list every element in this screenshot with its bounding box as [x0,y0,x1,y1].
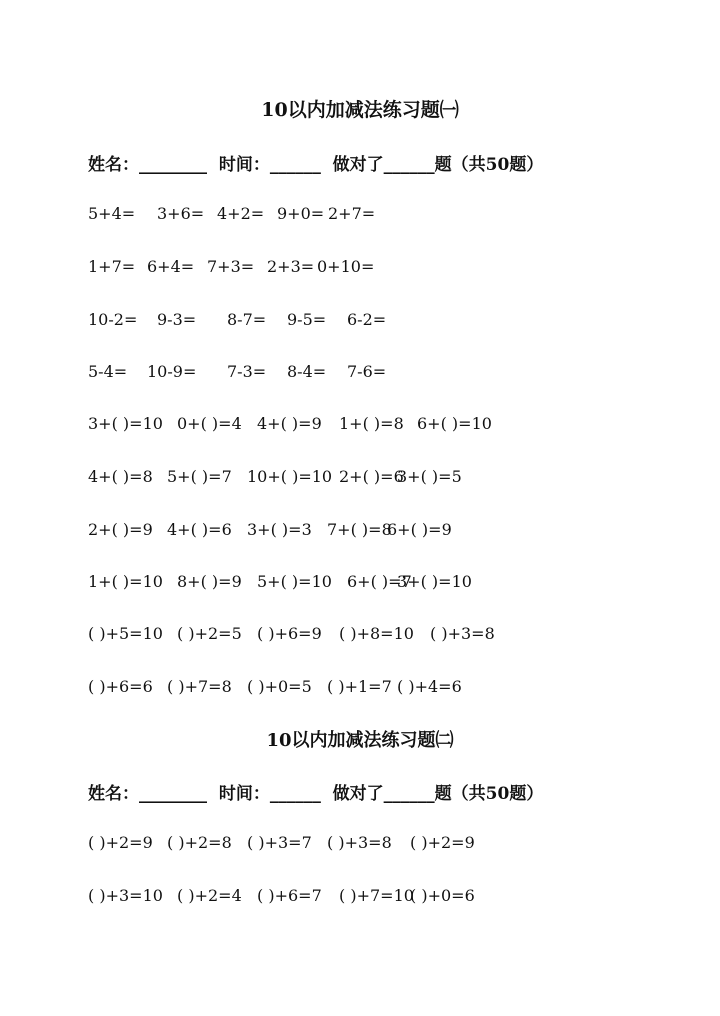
math-problem: 9+0= [277,204,325,223]
math-problem: ( )+0=6 [410,886,475,905]
math-problem: 6+( )=9 [387,520,452,539]
math-problem: 10+( )=10 [247,467,333,486]
math-problem: 0+10= [317,257,375,276]
math-problem: ( )+3=8 [430,624,495,643]
problem-row [0,677,720,701]
math-problem: 3+( )=10 [88,414,163,433]
math-problem: ( )+0=5 [247,677,312,696]
math-problem: 5-4= [88,362,128,381]
math-problem: 6+( )=7 [347,572,412,591]
math-problem: ( )+6=7 [257,886,322,905]
problem-row [0,414,720,438]
math-problem: 6+4= [147,257,195,276]
math-problem: ( )+2=9 [410,833,475,852]
math-problem: ( )+2=5 [177,624,242,643]
math-problem: ( )+7=8 [167,677,232,696]
student-info-line-1: 姓名：________ 时间：______ 做对了______题（共50题） [88,155,544,175]
math-problem: ( )+3=7 [247,833,312,852]
math-problem: 2+7= [328,204,376,223]
math-problem: ( )+3=10 [88,886,163,905]
math-problem: 3+( )=3 [247,520,312,539]
math-problem: 3+6= [157,204,205,223]
math-problem: 8-7= [227,310,267,329]
math-problem: 5+4= [88,204,136,223]
math-problem: 7+( )=8 [327,520,392,539]
math-problem: 7+3= [207,257,255,276]
math-problem: 6-2= [347,310,387,329]
math-problem: 2+( )=6 [339,467,404,486]
math-problem: 7-6= [347,362,387,381]
problem-row [0,833,720,857]
problem-row [0,310,720,334]
problem-row [0,467,720,491]
math-problem: ( )+7=10 [339,886,414,905]
math-problem: 4+2= [217,204,265,223]
math-problem: ( )+4=6 [397,677,462,696]
math-problem: 10-2= [88,310,138,329]
math-problem: ( )+1=7 [327,677,392,696]
math-problem: 4+( )=9 [257,414,322,433]
math-problem: ( )+2=8 [167,833,232,852]
problem-row [0,520,720,544]
student-info-line-2: 姓名：________ 时间：______ 做对了______题（共50题） [88,784,544,804]
problem-row [0,204,720,228]
math-problem: 4+( )=6 [167,520,232,539]
math-problem: 2+( )=9 [88,520,153,539]
math-problem: 9-3= [157,310,197,329]
math-problem: 5+( )=10 [257,572,332,591]
math-problem: ( )+6=6 [88,677,153,696]
problem-row [0,624,720,648]
math-problem: ( )+2=4 [177,886,242,905]
math-problem: 1+( )=10 [88,572,163,591]
problem-row [0,572,720,596]
math-problem: 0+( )=4 [177,414,242,433]
math-problem: 4+( )=8 [88,467,153,486]
math-problem: ( )+2=9 [88,833,153,852]
math-problem: 8-4= [287,362,327,381]
worksheet-title-2: 10以内加减法练习题㈡ [266,730,454,751]
math-problem: 1+( )=8 [339,414,404,433]
worksheet-title-1: 10以内加减法练习题㈠ [261,99,459,121]
math-problem: 5+( )=7 [167,467,232,486]
problem-row [0,886,720,910]
math-problem: ( )+5=10 [88,624,163,643]
math-problem: 10-9= [147,362,197,381]
problem-row [0,362,720,386]
math-problem: 1+7= [88,257,136,276]
math-problem: 7-3= [227,362,267,381]
math-problem: 6+( )=10 [417,414,492,433]
math-problem: 9-5= [287,310,327,329]
problem-row [0,257,720,281]
math-problem: ( )+3=8 [327,833,392,852]
math-problem: ( )+8=10 [339,624,414,643]
math-problem: 3+( )=5 [397,467,462,486]
math-problem: 3+( )=10 [397,572,472,591]
math-problem: 2+3= [267,257,315,276]
math-problem: 8+( )=9 [177,572,242,591]
math-problem: ( )+6=9 [257,624,322,643]
